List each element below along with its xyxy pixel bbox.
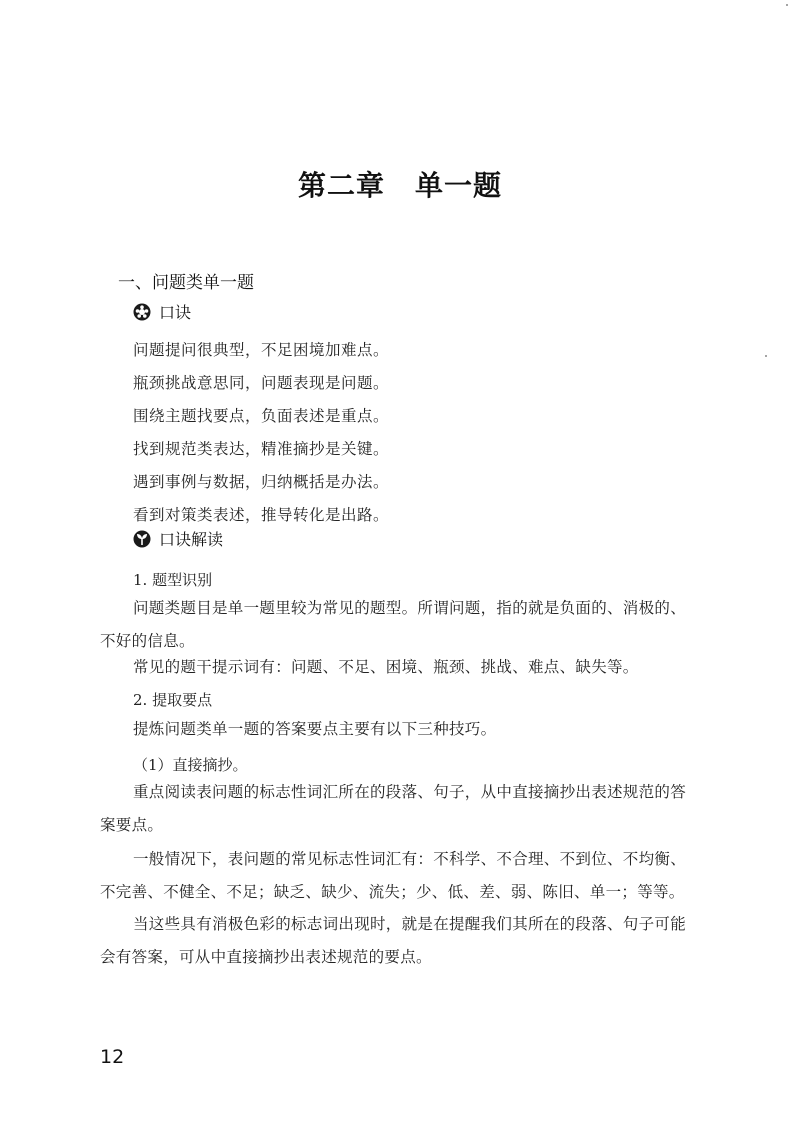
page-number: 12 — [100, 1046, 125, 1068]
item1-title: 1. 题型识别 — [133, 571, 213, 589]
mnemonic-heading — [133, 300, 191, 323]
technique-1-paragraph: 重点阅读表问题的标志性词汇所在的段落、句子，从中直接摘抄出表述规范的答案要点。 — [100, 783, 687, 834]
chapter-name: 单一题 — [415, 169, 503, 202]
scan-speck — [786, 4, 788, 6]
mnemonic-heading-label: 口诀 — [159, 303, 192, 322]
mnemonic-line: 围绕主题找要点，负面表述是重点。 — [133, 407, 390, 425]
item1-keywords-paragraph: 常见的题干提示词有：问题、不足、困境、瓶颈、挑战、难点、缺失等。 — [133, 658, 639, 676]
flower-badge-icon — [133, 303, 151, 321]
conclusion-paragraph: 当这些具有消极色彩的标志词出现时，就是在提醒我们其所在的段落、句子可能会有答案，可从中直接摘抄出表述规范的要点。 — [100, 915, 687, 966]
chapter-title — [0, 164, 800, 204]
item1-paragraph: 问题类题目是单一题里较为常见的题型。所谓问题，指的就是负面的、消极的、不好的信息。 — [100, 599, 687, 650]
interpretation-heading-label: 口诀解读 — [159, 530, 224, 549]
item2-paragraph: 提炼问题类单一题的答案要点主要有以下三种技巧。 — [133, 720, 497, 738]
section-heading: 一、问题类单一题 — [118, 273, 254, 293]
chapter-number: 第二章 — [297, 169, 385, 202]
item2-title: 2. 提取要点 — [133, 691, 213, 709]
scan-speck — [765, 355, 767, 357]
mnemonic-line: 遇到事例与数据，归纳概括是办法。 — [133, 473, 390, 491]
mnemonic-line: 找到规范类表达，精准摘抄是关键。 — [133, 440, 390, 458]
mnemonic-line: 问题提问很典型，不足困境加难点。 — [133, 341, 390, 359]
mnemonic-line: 看到对策类表述，推导转化是出路。 — [133, 506, 390, 524]
mnemonic-line: 瓶颈挑战意思同，问题表现是问题。 — [133, 374, 390, 392]
keywords-list-paragraph: 一般情况下，表问题的常见标志性词汇有：不科学、不合理、不到位、不均衡、不完善、不健全、不足；缺乏、缺少、流失；少、低、差、弱、陈旧、单一；等等。 — [100, 850, 687, 901]
sprout-badge-icon — [133, 530, 151, 548]
technique-1-title: （1）直接摘抄。 — [133, 756, 248, 774]
interpretation-heading — [133, 527, 223, 550]
